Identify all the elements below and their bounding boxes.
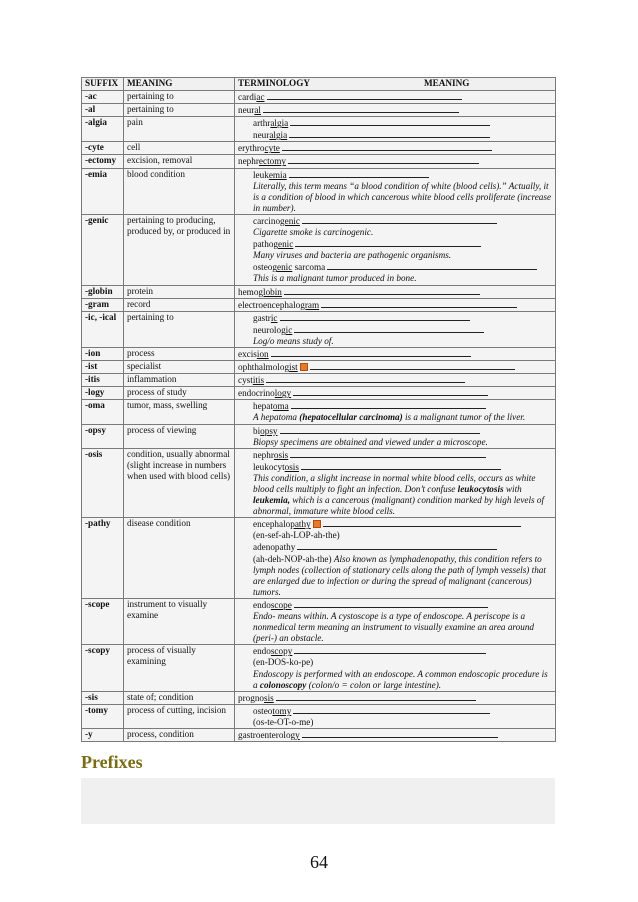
term-suffix: ac	[256, 92, 265, 102]
term-root: neur	[238, 105, 255, 116]
term-root: erythro	[238, 143, 265, 154]
table-row	[82, 311, 556, 347]
suffix-cell: -oma	[82, 400, 124, 424]
term-suffix: scopy	[270, 646, 293, 657]
suffix-cell: -ectomy	[82, 155, 124, 168]
table-row	[82, 298, 556, 311]
meaning-cell: protein	[124, 285, 235, 298]
term-note: Also known as lymphadenopathy, this condition refers to lymph nodes (collection of stationary cells along the path of lymph vessels) that are enlarged due to infection or during the spread of malignant (cancerous) tumors.	[253, 553, 546, 597]
term-root: leuk	[253, 169, 269, 180]
term-extra: sarcoma	[292, 262, 326, 273]
terminology-cell	[235, 387, 556, 400]
term-note	[238, 473, 552, 517]
table-row	[82, 704, 556, 728]
term-root: encephalo	[253, 519, 291, 530]
term-note	[238, 412, 552, 423]
suffix-cell: -tomy	[82, 704, 124, 728]
answer-blank[interactable]	[284, 286, 480, 295]
answer-blank[interactable]	[288, 155, 479, 164]
meaning-cell: pertaining to	[124, 104, 235, 117]
term-root: leukocyt	[253, 461, 285, 472]
terminology-cell	[235, 214, 556, 285]
suffix-cell: -algia	[82, 117, 124, 142]
emphasized-term: colonoscopy	[259, 679, 307, 690]
answer-blank[interactable]	[276, 692, 476, 701]
meaning-cell: pertaining to	[124, 91, 235, 104]
term-note: Many viruses and bacteria are pathogenic organisms.	[253, 250, 452, 261]
terminology-cell	[235, 91, 556, 104]
meaning-cell: process, condition	[124, 728, 235, 741]
term-line	[238, 374, 552, 386]
suffix-cell: -gram	[82, 298, 124, 311]
terminology-cell	[235, 104, 556, 117]
pronunciation: (en-sef-ah-LOP-ah-the)	[253, 530, 340, 541]
term-suffix: ic	[270, 312, 278, 323]
term-note: Cigarette smoke is carcinogenic.	[253, 227, 374, 238]
table-row	[82, 168, 556, 214]
meaning-cell: instrument to visually examine	[124, 598, 235, 644]
answer-blank[interactable]	[310, 361, 515, 370]
term-suffix: oma	[272, 401, 289, 412]
pronunciation-note	[238, 554, 552, 598]
answer-blank[interactable]	[294, 599, 488, 608]
suffix-table	[81, 77, 556, 742]
term-line	[238, 425, 552, 437]
term-suffix: al	[254, 105, 261, 116]
term-suffix: algia	[269, 130, 288, 141]
page-number: 64	[310, 852, 328, 872]
term-suffix: emia	[268, 169, 287, 180]
answer-blank[interactable]	[302, 215, 497, 224]
prefixes-box	[81, 778, 555, 824]
pronunciation: (en-DOS-ko-pe)	[253, 657, 314, 668]
note-text: A hepatoma	[253, 412, 300, 423]
terminology-cell	[235, 728, 556, 741]
terminology-cell	[235, 691, 556, 704]
term-line	[238, 692, 552, 704]
term-line	[238, 361, 552, 373]
answer-blank[interactable]	[289, 169, 429, 178]
term-root: gastr	[253, 312, 271, 323]
suffix-cell: -y	[82, 728, 124, 741]
term-line	[238, 705, 552, 717]
term-suffix: itis	[252, 375, 265, 386]
term-root: bi	[253, 425, 261, 436]
pronunciation: (os-te-OT-o-me)	[253, 716, 314, 727]
meaning-cell: pain	[124, 117, 235, 142]
note-text: which is a cancerous (malignant) condition marked by high levels of abnormal, immature white blood cells.	[253, 495, 545, 517]
suffix-cell: -ion	[82, 347, 124, 360]
term-line	[238, 129, 552, 141]
suffix-cell: -genic	[82, 214, 124, 285]
term-suffix: logy	[274, 388, 292, 399]
terminology-cell	[235, 285, 556, 298]
term-root: endocrino	[238, 388, 275, 399]
emphasized-term: leukocytosis	[457, 484, 504, 494]
term-root: excis	[238, 348, 257, 359]
meaning-cell: blood condition	[124, 168, 235, 214]
meaning-cell: cell	[124, 142, 235, 155]
answer-blank[interactable]	[293, 705, 490, 714]
term-root: neurolog	[253, 324, 286, 335]
answer-blank[interactable]	[271, 348, 471, 357]
term-note: Log/o means study of.	[253, 335, 334, 346]
term-line	[238, 91, 552, 103]
answer-blank[interactable]	[327, 261, 537, 270]
term-root: ophthalmolog	[238, 362, 290, 373]
suffix-cell: -ist	[82, 361, 124, 374]
table-header-row	[82, 78, 556, 91]
suffix-cell: -emia	[82, 168, 124, 214]
term-root: endo	[253, 599, 271, 610]
term-line	[238, 215, 552, 227]
header-terminology-meaning	[235, 78, 556, 91]
suffix-cell: -logy	[82, 387, 124, 400]
terminology-cell	[235, 400, 556, 424]
table-row	[82, 347, 556, 360]
section-title: Prefixes	[81, 752, 143, 772]
suffix-cell: -scopy	[82, 645, 124, 691]
term-suffix: ic	[285, 324, 293, 335]
term-root: carcino	[253, 215, 281, 226]
table-row	[82, 728, 556, 741]
meaning-cell: process of visually examining	[124, 645, 235, 691]
terminology-cell	[235, 298, 556, 311]
terminology-cell	[235, 448, 556, 518]
term-line	[238, 169, 552, 181]
note-flag-icon[interactable]	[300, 363, 308, 371]
term-suffix: osis	[284, 461, 299, 472]
term-suffix: pathy	[290, 519, 311, 530]
term-suffix: genic	[280, 215, 300, 226]
answer-blank[interactable]	[294, 324, 484, 333]
header-terminology: TERMINOLOGY	[238, 78, 310, 88]
term-suffix: ion	[256, 348, 269, 359]
table-row	[82, 91, 556, 104]
term-suffix: genic	[273, 239, 294, 250]
answer-blank[interactable]	[323, 518, 521, 527]
meaning-cell: specialist	[124, 361, 235, 374]
terminology-cell	[235, 518, 556, 599]
term-note	[238, 669, 552, 691]
term-root: osteo	[253, 705, 273, 716]
table-body	[82, 91, 556, 742]
term-suffix: ectomy	[258, 156, 286, 167]
term-line	[238, 518, 552, 530]
table-row	[82, 448, 556, 518]
term-line	[238, 261, 552, 273]
terminology-cell	[235, 361, 556, 374]
note-text: (colon/o = colon or large intestine).	[306, 679, 442, 690]
answer-blank[interactable]	[293, 387, 488, 396]
answer-blank[interactable]	[291, 400, 486, 409]
answer-blank[interactable]	[302, 729, 498, 738]
term-note: Endo- means within. A cystoscope is a type of endoscope. A periscope is a nonmedical term meaning an instrument to visually examine an area around (peri-) an obstacle.	[253, 611, 535, 644]
term-root: osteo	[253, 262, 273, 273]
term-line	[238, 104, 552, 116]
term-root: nephr	[238, 156, 259, 167]
table-row	[82, 691, 556, 704]
terminology-cell	[235, 598, 556, 644]
term-root: cyst	[238, 375, 253, 386]
term-suffix: y	[295, 729, 300, 740]
term-suffix: algia	[270, 118, 289, 129]
meaning-cell: condition, usually abnormal (slight increase in numbers when used with blood cells)	[124, 448, 235, 518]
answer-blank[interactable]	[294, 645, 486, 654]
term-root: endo	[253, 646, 271, 657]
terminology-cell	[235, 117, 556, 142]
term-suffix: genic	[272, 262, 293, 273]
term-line	[238, 238, 552, 250]
term-line	[238, 387, 552, 399]
suffix-cell: -pathy	[82, 518, 124, 599]
note-text: Endoscopy is performed with an endoscope. A common endoscopic procedure is a	[253, 668, 548, 690]
term-root: patho	[253, 239, 274, 250]
table-row	[82, 518, 556, 599]
suffix-cell: -globin	[82, 285, 124, 298]
answer-blank[interactable]	[263, 104, 459, 113]
suffix-cell: -ac	[82, 91, 124, 104]
term-line	[238, 117, 552, 129]
note-flag-icon[interactable]	[313, 520, 321, 528]
meaning-cell: process of viewing	[124, 424, 235, 448]
term-note: Biopsy specimens are obtained and viewed under a microscope.	[253, 436, 488, 447]
term-line	[238, 599, 552, 611]
term-root: progno	[238, 692, 265, 703]
suffix-cell: -cyte	[82, 142, 124, 155]
header-meaning: MEANING	[124, 78, 235, 91]
suffix-cell: -itis	[82, 374, 124, 387]
term-root: nephr	[253, 449, 274, 460]
term-suffix: tomy	[272, 705, 292, 716]
table-row	[82, 117, 556, 142]
table-row	[82, 645, 556, 691]
terminology-cell	[235, 168, 556, 214]
term-line	[238, 348, 552, 360]
term-root: arthr	[253, 118, 271, 129]
meaning-cell: tumor, mass, swelling	[124, 400, 235, 424]
table-row	[82, 214, 556, 285]
term-line	[238, 312, 552, 324]
emphasized-term: (hepatocellular carcinoma)	[299, 412, 403, 423]
note-text: This condition, a slight increase in normal white blood cells, occurs as white blood cells multiply to fight an infection. Don’t confuse	[253, 472, 536, 494]
answer-blank[interactable]	[280, 425, 480, 434]
term-suffix: ist	[289, 362, 298, 373]
answer-blank[interactable]	[295, 238, 481, 247]
term-suffix: globin	[258, 286, 282, 297]
term-line	[238, 400, 552, 412]
header-suffix: SUFFIX	[82, 78, 124, 91]
term-suffix: osis	[273, 449, 289, 460]
term-note: Literally, this term means “a blood condition of white (blood cells).” Actually, it is a condition of blood in which cancerous white blood cells proliferate (increase in number).	[253, 180, 552, 213]
terminology-cell	[235, 347, 556, 360]
table-row	[82, 155, 556, 168]
term-line	[238, 324, 552, 336]
term-suffix: opsy	[260, 425, 278, 436]
terminology-cell	[235, 424, 556, 448]
term-root: hemo	[238, 286, 259, 297]
answer-blank[interactable]	[301, 461, 501, 470]
pronunciation: (ah-deh-NOP-ah-the)	[253, 553, 332, 564]
table-row	[82, 387, 556, 400]
term-root: hepat	[253, 401, 273, 412]
answer-blank[interactable]	[321, 299, 517, 308]
suffix-cell: -opsy	[82, 424, 124, 448]
answer-blank[interactable]	[290, 117, 490, 126]
term-line	[238, 299, 552, 311]
term-line	[238, 461, 552, 473]
answer-blank[interactable]	[297, 541, 497, 550]
answer-blank[interactable]	[267, 91, 462, 100]
table-row	[82, 285, 556, 298]
terminology-cell	[235, 311, 556, 347]
term-note: This is a malignant tumor produced in bone.	[253, 273, 417, 284]
term-suffix: cyte	[264, 143, 280, 154]
answer-blank[interactable]	[290, 449, 486, 458]
term-line	[238, 142, 552, 154]
table-row	[82, 598, 556, 644]
suffix-cell: -al	[82, 104, 124, 117]
table-row	[82, 142, 556, 155]
meaning-cell: pertaining to	[124, 311, 235, 347]
meaning-cell: process of cutting, incision	[124, 704, 235, 728]
term-root: electroencephalo	[238, 299, 301, 310]
terminology-cell	[235, 645, 556, 691]
table-row	[82, 104, 556, 117]
table-row	[82, 400, 556, 424]
table-row	[82, 361, 556, 374]
header-meaning-2: MEANING	[423, 78, 470, 88]
term-suffix: sis	[264, 692, 274, 703]
meaning-cell: process of study	[124, 387, 235, 400]
term-suffix: gram	[300, 299, 320, 310]
meaning-cell: excision, removal	[124, 155, 235, 168]
suffix-cell: -osis	[82, 448, 124, 518]
term-root: adenopathy	[253, 542, 296, 553]
term-line	[238, 645, 552, 657]
table-row	[82, 374, 556, 387]
meaning-cell: state of; condition	[124, 691, 235, 704]
answer-blank[interactable]	[289, 129, 490, 138]
term-suffix: scope	[270, 599, 292, 610]
meaning-cell: record	[124, 298, 235, 311]
suffix-cell: -ic, -ical	[82, 311, 124, 347]
term-line	[238, 541, 552, 553]
terminology-cell	[235, 155, 556, 168]
table-row	[82, 424, 556, 448]
note-text: with	[503, 484, 522, 494]
suffix-cell: -sis	[82, 691, 124, 704]
term-line	[238, 449, 552, 461]
emphasized-term: leukemia,	[253, 495, 291, 506]
meaning-cell: pertaining to producing, produced by, or produced in	[124, 214, 235, 285]
term-root: neur	[253, 130, 270, 141]
term-root: gastroenterolog	[238, 729, 296, 740]
meaning-cell: inflammation	[124, 374, 235, 387]
answer-blank[interactable]	[282, 142, 492, 151]
term-root: cardi	[238, 92, 257, 102]
terminology-cell	[235, 704, 556, 728]
answer-blank[interactable]	[280, 312, 470, 321]
meaning-cell: disease condition	[124, 518, 235, 599]
term-line	[238, 155, 552, 167]
suffix-cell: -scope	[82, 598, 124, 644]
term-line	[238, 286, 552, 298]
terminology-cell	[235, 142, 556, 155]
terminology-cell	[235, 374, 556, 387]
note-text: is a malignant tumor of the liver.	[402, 412, 526, 423]
term-line	[238, 729, 552, 741]
answer-blank[interactable]	[266, 374, 465, 383]
meaning-cell: process	[124, 347, 235, 360]
